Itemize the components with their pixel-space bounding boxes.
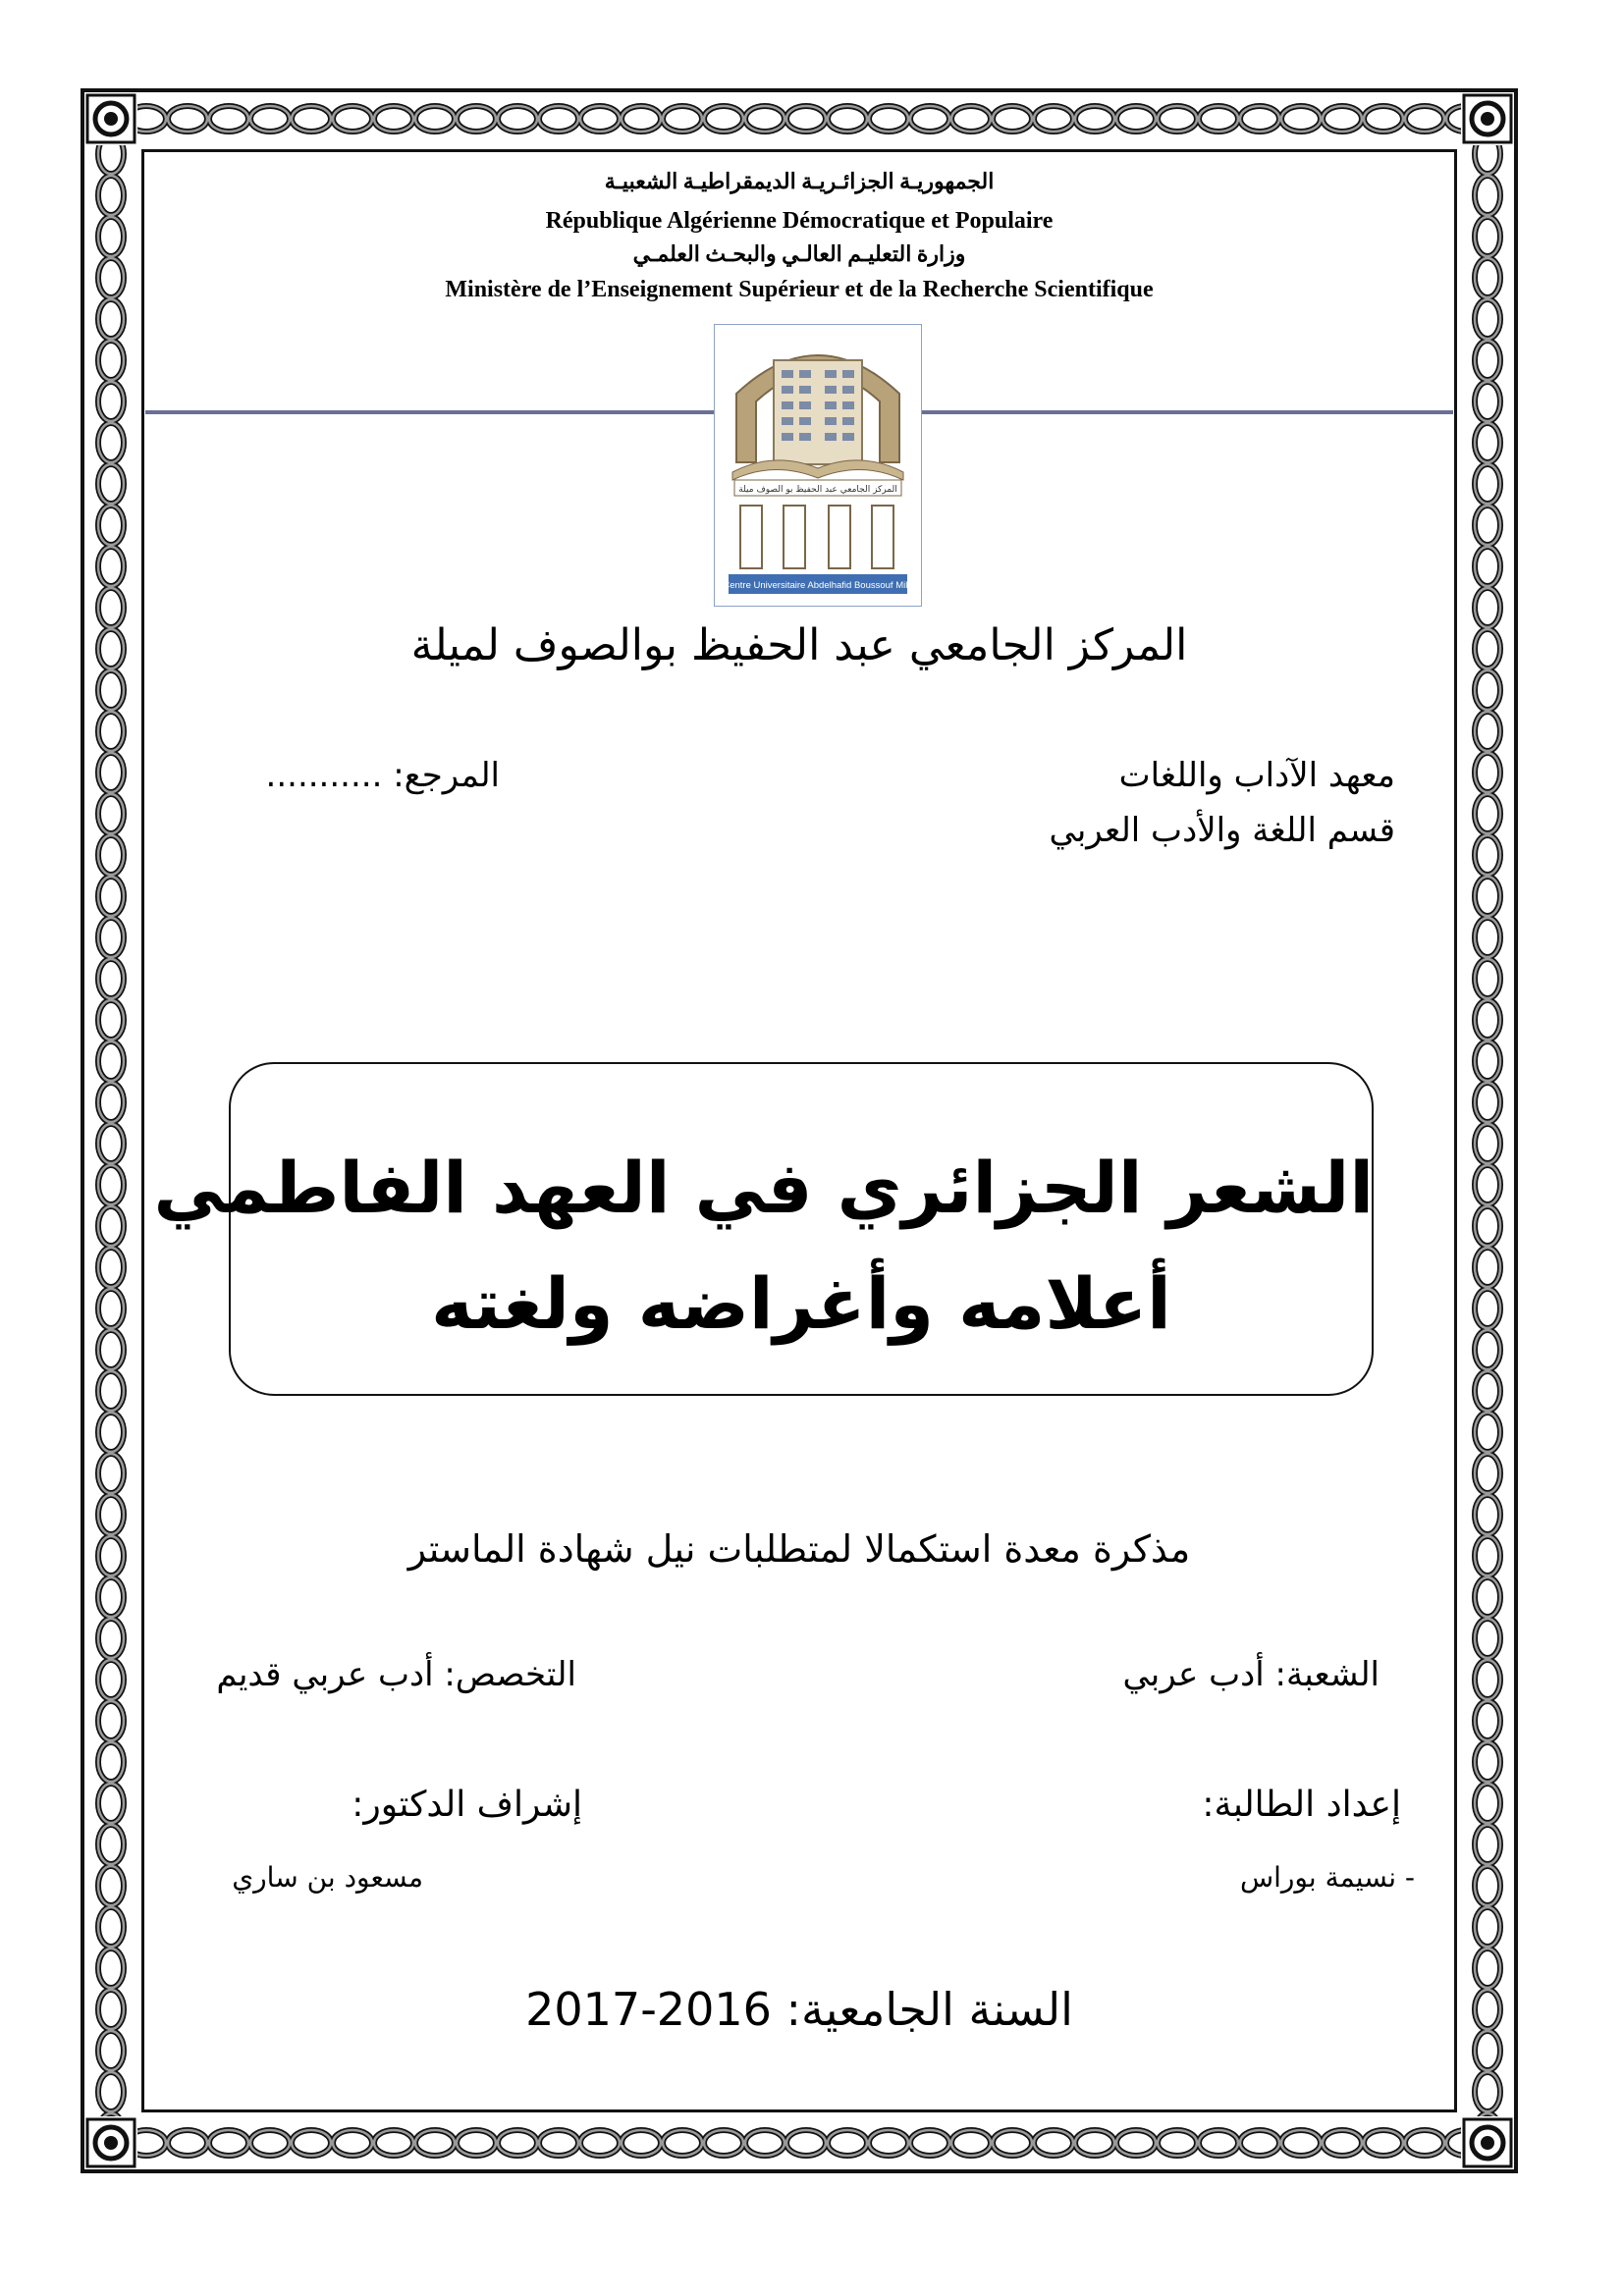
institute-name: معهد الآداب واللغات <box>1118 756 1395 795</box>
thesis-title-line-1: الشعر الجزائري في العهد الفاطمي <box>153 1147 1374 1229</box>
corner-ornament-top-left <box>84 92 137 145</box>
branch-field: الشعبة: أدب عربي <box>1122 1655 1380 1694</box>
logo-caption-arabic: المركز الجامعي عبد الحفيظ بو الصوف ميلة <box>738 485 897 495</box>
student-name: - نسيمة بوراس <box>1239 1861 1415 1894</box>
university-logo <box>714 324 922 607</box>
department-name: قسم اللغة والأدب العربي <box>1049 811 1395 850</box>
reference-field: المرجع: ........... <box>265 756 500 795</box>
thesis-title-line-2: أعلامه وأغراضه ولغته <box>431 1262 1171 1345</box>
institution-name: المركز الجامعي عبد الحفيظ بوالصوف لميلة <box>410 620 1188 670</box>
prepared-by-label: إعداد الطالبة: <box>1202 1785 1401 1825</box>
corner-ornament-bottom-right <box>1461 2116 1514 2169</box>
ministry-arabic: وزارة التعليـم العالـي والبحـث العلمـي <box>632 241 966 266</box>
academic-year: السنة الجامعية: 2016-2017 <box>525 1983 1073 2036</box>
republic-arabic: الجمهوريـة الجزائـريـة الديمقراطيـة الشعبيـة <box>604 169 995 193</box>
border-ornament-top <box>84 92 1514 145</box>
specialty-field: التخصص: أدب عربي قديم <box>216 1655 576 1694</box>
corner-ornament-top-right <box>1461 92 1514 145</box>
corner-ornament-bottom-left <box>84 2116 137 2169</box>
logo-caption-french: Centre Universitaire Abdelhafid Boussouf Mila <box>723 580 913 591</box>
supervisor-label: إشراف الدكتور: <box>352 1785 582 1825</box>
republic-french: République Algérienne Démocratique et Populaire <box>545 208 1054 234</box>
memo-statement: مذكرة معدة استكمالا لمتطلبات نيل شهادة الماستر <box>407 1527 1191 1571</box>
border-ornament-left <box>84 92 137 2169</box>
ministry-french: Ministère de l’Enseignement Supérieur et de la Recherche Scientifique <box>445 277 1154 302</box>
border-ornament-right <box>1461 92 1514 2169</box>
title-box <box>153 1062 1374 1396</box>
border-ornament-bottom <box>84 2116 1514 2169</box>
supervisor-name: مسعود بن ساري <box>232 1861 423 1894</box>
